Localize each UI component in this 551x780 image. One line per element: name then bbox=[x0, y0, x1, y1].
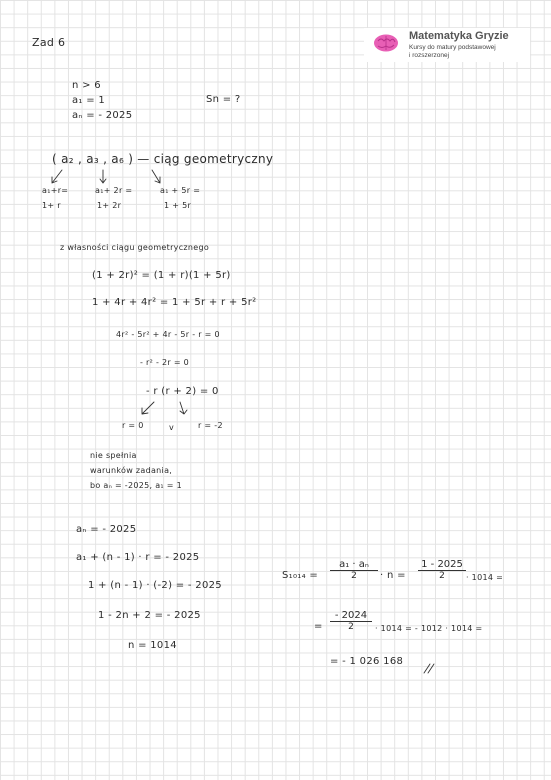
sum-mid-2: · 1014 = bbox=[466, 573, 504, 582]
brand-subtitle-line2: i rozszerzonej bbox=[409, 52, 450, 59]
solve-2: a₁ + (n - 1) · r = - 2025 bbox=[76, 552, 200, 563]
solve-5: n = 1014 bbox=[128, 640, 177, 651]
geo-term-a3: a₁+ 2r = bbox=[95, 186, 133, 195]
equation-4: - r² - 2r = 0 bbox=[140, 358, 190, 367]
fraction-1-numerator: a₁ · aₙ bbox=[330, 559, 378, 571]
task-label: Zad 6 bbox=[32, 36, 66, 49]
note-line-3: bo aₙ = -2025, a₁ = 1 bbox=[90, 481, 183, 490]
note-line-2: warunków zadania, bbox=[90, 466, 173, 475]
given-an: aₙ = - 2025 bbox=[72, 110, 133, 121]
equation-5: - r (r + 2) = 0 bbox=[146, 386, 219, 397]
fraction-2-numerator: 1 - 2025 bbox=[418, 559, 466, 571]
sum-mid-3: · 1014 = - 1012 · 1014 = bbox=[375, 624, 483, 633]
fraction-3-denominator: 2 bbox=[348, 622, 354, 632]
equation-2: 1 + 4r + 4r² = 1 + 5r + r + 5r² bbox=[92, 297, 257, 308]
given-sn: Sn = ? bbox=[206, 94, 241, 105]
equation-3: 4r² - 5r² + 4r - 5r - r = 0 bbox=[116, 330, 220, 339]
sum-lhs: S₁₀₁₄ = bbox=[282, 570, 319, 581]
fraction-2-denominator: 2 bbox=[439, 571, 445, 581]
or-symbol: v bbox=[169, 423, 175, 432]
brand-title: Matematyka Gryzie bbox=[409, 30, 509, 42]
root-2: r = -2 bbox=[198, 421, 223, 430]
geo-term-a6: a₁ + 5r = bbox=[160, 186, 201, 195]
given-n: n > 6 bbox=[72, 80, 101, 91]
geo-term-a2-value: 1+ r bbox=[42, 201, 61, 210]
geo-term-a2: a₁+r= bbox=[42, 186, 69, 195]
fraction-3-numerator: - 2024 bbox=[330, 610, 372, 622]
equation-1: (1 + 2r)² = (1 + r)(1 + 5r) bbox=[92, 270, 231, 281]
property-note: z własności ciągu geometrycznego bbox=[60, 243, 210, 252]
given-a1: a₁ = 1 bbox=[72, 95, 106, 106]
geo-sequence: ( a₂ , a₃ , a₆ ) — ciąg geometryczny bbox=[52, 152, 274, 166]
solve-1: aₙ = - 2025 bbox=[76, 524, 137, 535]
sum-mid-1: · n = bbox=[380, 570, 406, 581]
sum-equals: = bbox=[314, 621, 323, 632]
brand-subtitle-line1: Kursy do matury podstawowej bbox=[409, 44, 496, 51]
geo-term-a6-value: 1 + 5r bbox=[164, 201, 192, 210]
root-1: r = 0 bbox=[122, 421, 144, 430]
note-line-1: nie spełnia bbox=[90, 451, 137, 460]
sum-result: = - 1 026 168 bbox=[330, 656, 404, 667]
solve-3: 1 + (n - 1) · (-2) = - 2025 bbox=[88, 580, 222, 591]
solve-4: 1 - 2n + 2 = - 2025 bbox=[98, 610, 201, 621]
geo-term-a3-value: 1+ 2r bbox=[97, 201, 122, 210]
fraction-1-denominator: 2 bbox=[351, 571, 357, 581]
